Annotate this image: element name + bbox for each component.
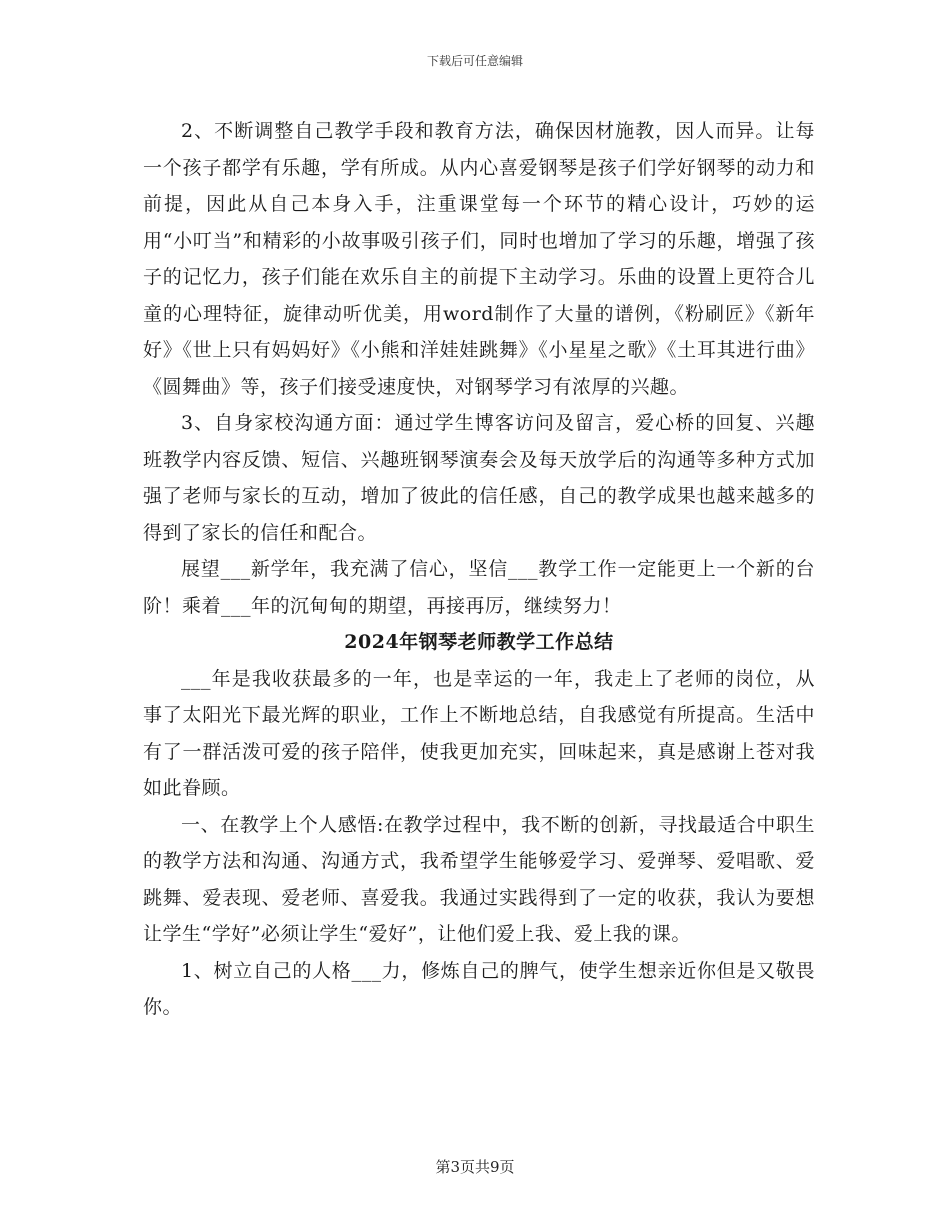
paragraph-teaching-insights: 一、在教学上个人感悟:在教学过程中，我不断的创新，寻找最适合中职生的教学方法和沟通、沟通方式，我希望学生能够爱学习、爱弹琴、爱唱歌、爱跳舞、爱表现、爱老师、喜爱我。我通过实践得到了一定的收获，我认为要想让学生“学好”必须让学生“爱好”，让他们爱上我、爱上我的课。 [143, 813, 815, 945]
document-body [143, 113, 815, 1026]
paragraph-outlook: 展望___新学年，我充满了信心，坚信___教学工作一定能更上一个新的台阶！乘着___年的沉甸甸的期望，再接再厉，继续努力！ [143, 558, 815, 617]
page-number: 第3页共9页 [435, 1158, 515, 1176]
paragraph-teaching-methods: 2、不断调整自己教学手段和教育方法，确保因材施教，因人而异。让每一个孩子都学有乐趣，学有所成。从内心喜爱钢琴是孩子们学好钢琴的动力和前提，因此从自己本身入手，注重课堂每一个环节的精心设计，巧妙的运用“小叮当”和精彩的小故事吸引孩子们，同时也增加了学习的乐趣，增强了孩子的记忆力，孩子们能在欢乐自主的前提下主动学习。乐曲的设置上更符合儿童的心理特征，旋律动听优美，用word制作了大量的谱例，《粉刷匠》《新年好》《世上只有妈妈好》《小熊和洋娃娃跳舞》《小星星之歌》《土耳其进行曲》《圆舞曲》等，孩子们接受速度快，对钢琴学习有浓厚的兴趣。 [143, 120, 815, 398]
paragraph-personality: 1、树立自己的人格___力，修炼自己的脾气，使学生想亲近你但是又敬畏你。 [143, 959, 815, 1018]
page-header-note: 下载后可任意编辑 [426, 54, 523, 68]
paragraph-home-school-communication: 3、自身家校沟通方面：通过学生博客访问及留言，爱心桥的回复、兴趣班教学内容反馈、短信、兴趣班钢琴演奏会及每天放学后的沟通等多种方式加强了老师与家长的互动，增加了彼此的信任感，自己的教学成果也越来越多的得到了家长的信任和配合。 [143, 412, 815, 544]
paragraph-year-summary: ___年是我收获最多的一年，也是幸运的一年，我走上了老师的岗位，从事了太阳光下最光辉的职业，工作上不断地总结，自我感觉有所提高。生活中有了一群活泼可爱的孩子陪伴，使我更加充实，回味起来，真是感谢上苍对我如此眷顾。 [143, 667, 815, 799]
section-title: 2024年钢琴老师教学工作总结 [344, 631, 614, 653]
